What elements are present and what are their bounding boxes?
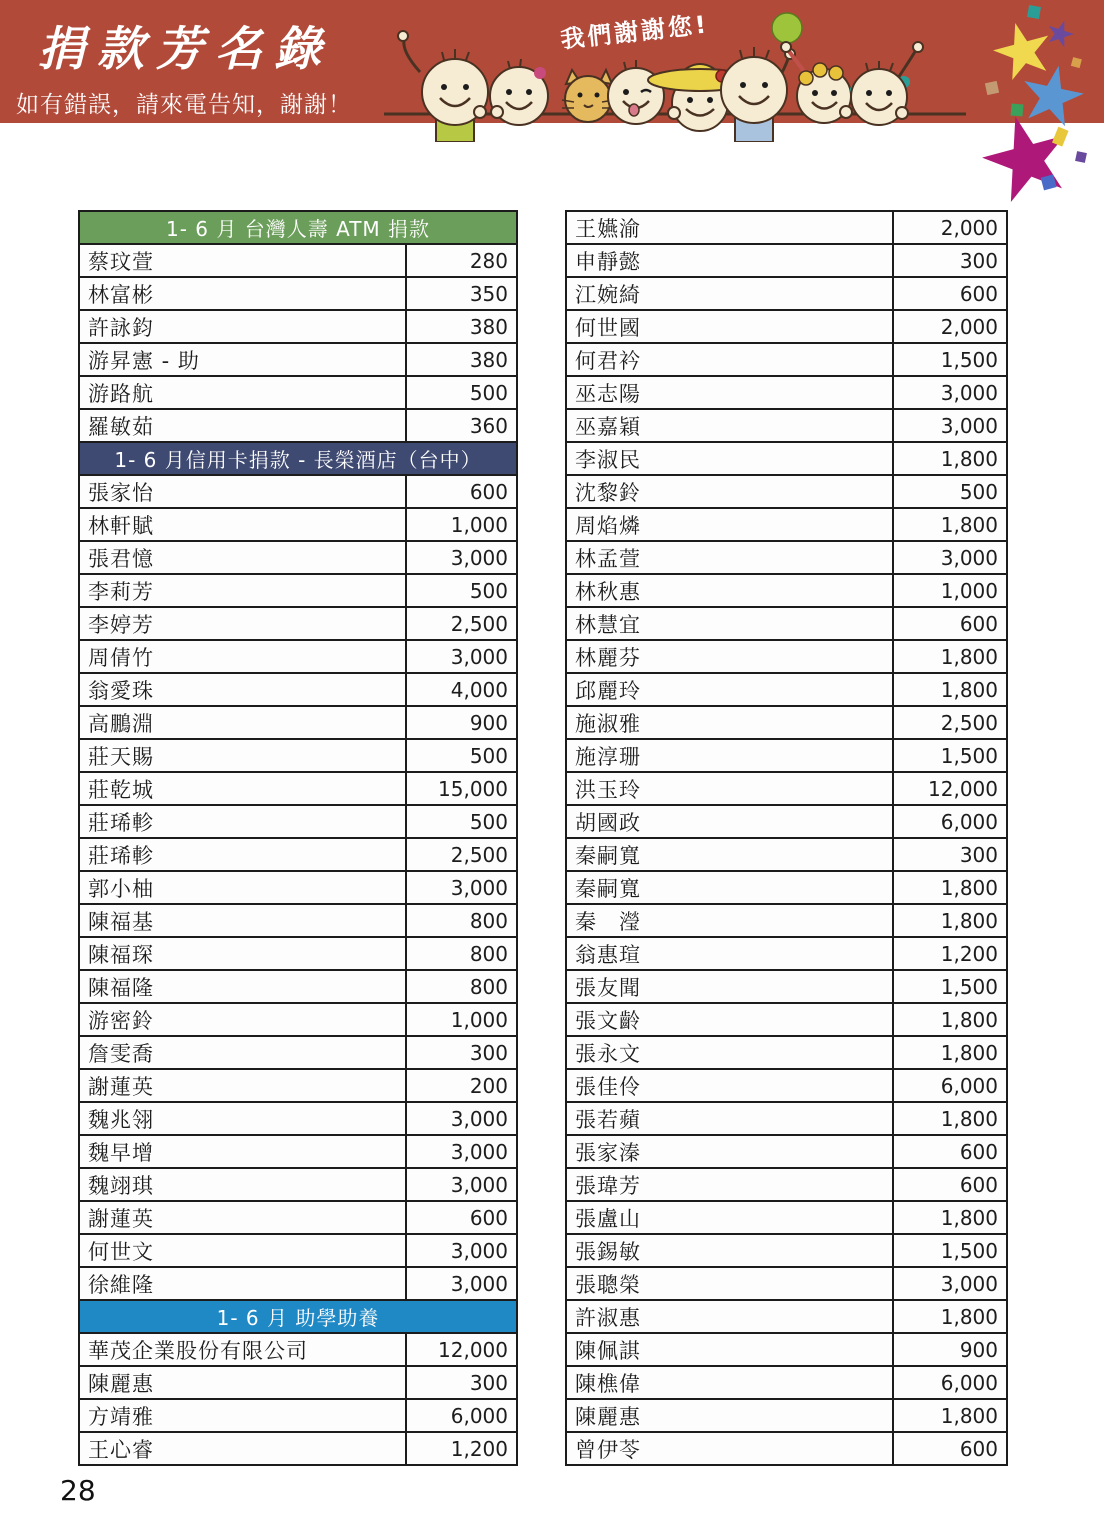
donor-name: 何世國 [567,311,894,342]
donation-amount: 2,500 [450,611,508,636]
table-row [565,1431,1008,1466]
table-row [565,1035,1008,1070]
table-row [565,342,1008,377]
section-header: 1- 6 月信用卡捐款 - 長榮酒店（台中） [78,441,518,476]
table-row [78,375,518,410]
donation-amount: 380 [469,347,508,372]
star-purple [1044,17,1077,49]
donation-amount: 3,000 [450,644,508,669]
donation-amount: 360 [469,413,508,438]
donation-amount: 1,800 [940,908,998,933]
donation-amount: 600 [959,611,998,636]
donor-name: 張文齡 [567,1004,894,1035]
child-4 [781,42,852,123]
table-row [78,738,518,773]
donation-amount: 1,500 [940,974,998,999]
donation-amount: 1,800 [940,1106,998,1131]
table-row [565,738,1008,773]
donor-name: 張盧山 [567,1202,894,1233]
donation-amount: 3,000 [450,1139,508,1164]
table-row [78,705,518,740]
donation-amount: 1,800 [940,1205,998,1230]
donor-name: 游昇憲 - 助 [80,344,407,375]
table-row [78,342,518,377]
donor-name: 陳福琛 [80,938,407,969]
donation-amount: 2,500 [450,842,508,867]
donor-name: 游密鈴 [80,1004,407,1035]
donation-amount: 3,000 [940,380,998,405]
table-row [78,540,518,575]
donation-amount: 800 [469,974,508,999]
table-row [78,309,518,344]
table-row [565,1233,1008,1268]
donation-amount: 600 [469,1205,508,1230]
donation-amount: 1,000 [940,578,998,603]
thanks-note: 我們謝謝您! [559,10,711,54]
donor-name: 莊琋軫 [80,806,407,837]
donor-name: 張友聞 [567,971,894,1002]
table-row [565,705,1008,740]
donation-amount: 3,000 [450,1172,508,1197]
donor-name: 游路航 [80,377,407,408]
donation-amount: 4,000 [450,677,508,702]
donor-name: 王心睿 [80,1433,407,1464]
table-row [565,771,1008,806]
donor-name: 胡國政 [567,806,894,837]
donation-amount: 600 [469,479,508,504]
donation-amount: 6,000 [940,809,998,834]
donation-amount: 1,200 [450,1436,508,1461]
table-row [78,639,518,674]
table-row [78,969,518,1004]
donation-amount: 600 [959,1172,998,1197]
confetti-purple [1075,151,1087,163]
table-row [565,540,1008,575]
table-row [565,276,1008,311]
table-row [565,1167,1008,1202]
donor-name: 魏翊琪 [80,1169,407,1200]
donation-amount: 3,000 [450,1271,508,1296]
donor-name: 巫志陽 [567,377,894,408]
table-row [78,573,518,608]
table-row [565,474,1008,509]
table-row [565,870,1008,905]
donation-amount: 3,000 [450,875,508,900]
donation-amount: 200 [469,1073,508,1098]
child-1 [398,31,488,142]
donor-name: 洪玉玲 [567,773,894,804]
donor-name: 詹雯喬 [80,1037,407,1068]
table-row [565,969,1008,1004]
donation-table-left [78,210,518,1466]
donation-amount: 1,500 [940,743,998,768]
donor-name: 張佳伶 [567,1070,894,1101]
donation-amount: 1,800 [940,1403,998,1428]
table-row [78,408,518,443]
section-header: 1- 6 月 台灣人壽 ATM 捐款 [78,210,518,245]
table-row [565,210,1008,245]
donor-name: 許詠鈞 [80,311,407,342]
donor-name: 許淑惠 [567,1301,894,1332]
donor-name: 陳福隆 [80,971,407,1002]
table-row [78,1332,518,1367]
donor-name: 李淑民 [567,443,894,474]
donor-name: 秦 瀅 [567,905,894,936]
child-3 [608,60,664,124]
donor-name: 巫嘉穎 [567,410,894,441]
table-row [78,1101,518,1136]
donor-name: 曾伊苓 [567,1433,894,1464]
donor-name: 陳麗惠 [567,1400,894,1431]
table-row [565,1101,1008,1136]
donation-amount: 1,800 [940,446,998,471]
donor-name: 翁愛珠 [80,674,407,705]
table-row [565,1266,1008,1301]
donation-amount: 1,000 [450,512,508,537]
child-2 [490,59,548,125]
table-row [78,507,518,542]
table-row [78,474,518,509]
table-row [78,1035,518,1070]
table-row [565,837,1008,872]
table-row [565,1299,1008,1334]
table-row [78,936,518,971]
donor-name: 林孟萱 [567,542,894,573]
table-row [565,408,1008,443]
table-row [78,1200,518,1235]
table-row [565,936,1008,971]
table-row [565,903,1008,938]
donor-name: 華茂企業股份有限公司 [80,1334,407,1365]
donor-name: 方靖雅 [80,1400,407,1431]
donation-table-right [565,210,1008,1466]
donation-amount: 2,500 [940,710,998,735]
table-row [78,1266,518,1301]
donation-amount: 800 [469,941,508,966]
donor-name: 王嬿渝 [567,212,894,243]
donation-amount: 1,800 [940,1007,998,1032]
donation-amount: 1,500 [940,1238,998,1263]
donor-name: 羅敏茹 [80,410,407,441]
donor-name: 李莉芳 [80,575,407,606]
donation-amount: 300 [959,248,998,273]
donation-amount: 12,000 [438,1337,508,1362]
donor-name: 申靜懿 [567,245,894,276]
table-row [78,1398,518,1433]
table-row [565,1365,1008,1400]
donor-name: 秦嗣寬 [567,839,894,870]
donor-name: 陳樵偉 [567,1367,894,1398]
donor-name: 莊琋軫 [80,839,407,870]
donor-name: 周焰燐 [567,509,894,540]
donor-name: 張家溱 [567,1136,894,1167]
table-row [565,243,1008,278]
donor-name: 張瑋芳 [567,1169,894,1200]
table-row [565,1002,1008,1037]
donation-amount: 1,800 [940,1040,998,1065]
table-row [78,870,518,905]
donor-name: 林慧宜 [567,608,894,639]
donation-amount: 600 [959,1436,998,1461]
donation-amount: 6,000 [940,1370,998,1395]
confetti-tan [985,81,999,95]
donation-amount: 12,000 [928,776,998,801]
confetti-orange [1071,57,1082,68]
table-row [565,1200,1008,1235]
table-row [565,441,1008,476]
table-row [565,573,1008,608]
donor-name: 張若蘋 [567,1103,894,1134]
children-illustration [378,0,970,142]
donor-name: 莊天賜 [80,740,407,771]
donor-name: 陳佩諆 [567,1334,894,1365]
donation-amount: 3,000 [940,545,998,570]
page-number: 28 [60,1474,96,1507]
child-balloon [721,47,795,142]
donor-name: 高鵬淵 [80,707,407,738]
donation-amount: 600 [959,1139,998,1164]
donation-amount: 1,200 [940,941,998,966]
donor-name: 謝蓮英 [80,1070,407,1101]
table-row [78,903,518,938]
table-row [565,375,1008,410]
donor-name: 林富彬 [80,278,407,309]
donor-name: 何君衿 [567,344,894,375]
table-row [565,606,1008,641]
table-row [78,606,518,641]
donation-amount: 1,000 [450,1007,508,1032]
donor-name: 何世文 [80,1235,407,1266]
donation-amount: 500 [469,578,508,603]
donation-amount: 300 [469,1040,508,1065]
confetti-teal [1027,5,1041,19]
donation-amount: 2,000 [940,314,998,339]
donation-amount: 300 [469,1370,508,1395]
table-row [78,672,518,707]
table-row [565,1068,1008,1103]
donor-name: 秦嗣寬 [567,872,894,903]
table-row [78,1431,518,1466]
table-row [565,309,1008,344]
donation-amount: 1,800 [940,875,998,900]
donor-name: 張永文 [567,1037,894,1068]
donation-amount: 500 [469,380,508,405]
donation-amount: 1,800 [940,677,998,702]
table-row [565,672,1008,707]
donation-amount: 500 [469,743,508,768]
donor-name: 莊乾城 [80,773,407,804]
table-row [78,1167,518,1202]
table-row [565,804,1008,839]
donation-amount: 6,000 [450,1403,508,1428]
donation-amount: 280 [469,248,508,273]
donor-name: 魏早增 [80,1136,407,1167]
table-row [565,1398,1008,1433]
table-row [78,1068,518,1103]
table-row [78,1134,518,1169]
page-subtitle: 如有錯誤，請來電告知，謝謝！ [16,92,352,118]
donation-amount: 3,000 [450,545,508,570]
donation-amount: 1,800 [940,1304,998,1329]
donor-name: 陳麗惠 [80,1367,407,1398]
donor-name: 張君憶 [80,542,407,573]
confetti-green [1010,103,1023,116]
donation-amount: 3,000 [940,413,998,438]
table-row [78,243,518,278]
donation-amount: 1,500 [940,347,998,372]
table-row [565,1134,1008,1169]
donor-name: 江婉綺 [567,278,894,309]
table-row [78,1002,518,1037]
donation-amount: 380 [469,314,508,339]
donation-amount: 3,000 [450,1106,508,1131]
stars-decoration [960,0,1104,224]
donation-amount: 1,800 [940,644,998,669]
donation-amount: 500 [469,809,508,834]
donation-amount: 300 [959,842,998,867]
section-header: 1- 6 月 助學助養 [78,1299,518,1334]
donation-amount: 900 [959,1337,998,1362]
donor-name: 沈黎鈴 [567,476,894,507]
table-row [565,639,1008,674]
donor-name: 邱麗玲 [567,674,894,705]
donor-name: 郭小柚 [80,872,407,903]
donation-amount: 6,000 [940,1073,998,1098]
donor-name: 陳福基 [80,905,407,936]
donor-name: 李婷芳 [80,608,407,639]
donation-amount: 800 [469,908,508,933]
donation-amount: 3,000 [940,1271,998,1296]
donation-amount: 3,000 [450,1238,508,1263]
donor-name: 施淳珊 [567,740,894,771]
donor-name: 林麗芬 [567,641,894,672]
table-row [78,771,518,806]
donor-name: 林軒賦 [80,509,407,540]
donor-name: 林秋惠 [567,575,894,606]
star-blue [1017,59,1089,128]
donor-name: 蔡玟萱 [80,245,407,276]
donation-amount: 900 [469,710,508,735]
donor-name: 翁惠瑄 [567,938,894,969]
table-row [78,837,518,872]
donation-amount: 350 [469,281,508,306]
donor-name: 施淑雅 [567,707,894,738]
table-row [78,1365,518,1400]
donor-name: 徐維隆 [80,1268,407,1299]
donation-amount: 600 [959,281,998,306]
donation-amount: 15,000 [438,776,508,801]
page-title: 捐款芳名錄 [38,22,333,77]
donation-amount: 2,000 [940,215,998,240]
table-row [78,276,518,311]
table-row [565,1332,1008,1367]
table-row [565,507,1008,542]
table-row [78,1233,518,1268]
table-row [78,804,518,839]
donor-name: 周倩竹 [80,641,407,672]
donor-name: 謝蓮英 [80,1202,407,1233]
cat-icon [562,70,614,122]
donor-name: 張錫敏 [567,1235,894,1266]
donor-name: 張家怡 [80,476,407,507]
donation-amount: 1,800 [940,512,998,537]
star-yellow [988,16,1057,83]
donor-name: 張聰榮 [567,1268,894,1299]
donation-amount: 500 [959,479,998,504]
donor-name: 魏兆翎 [80,1103,407,1134]
